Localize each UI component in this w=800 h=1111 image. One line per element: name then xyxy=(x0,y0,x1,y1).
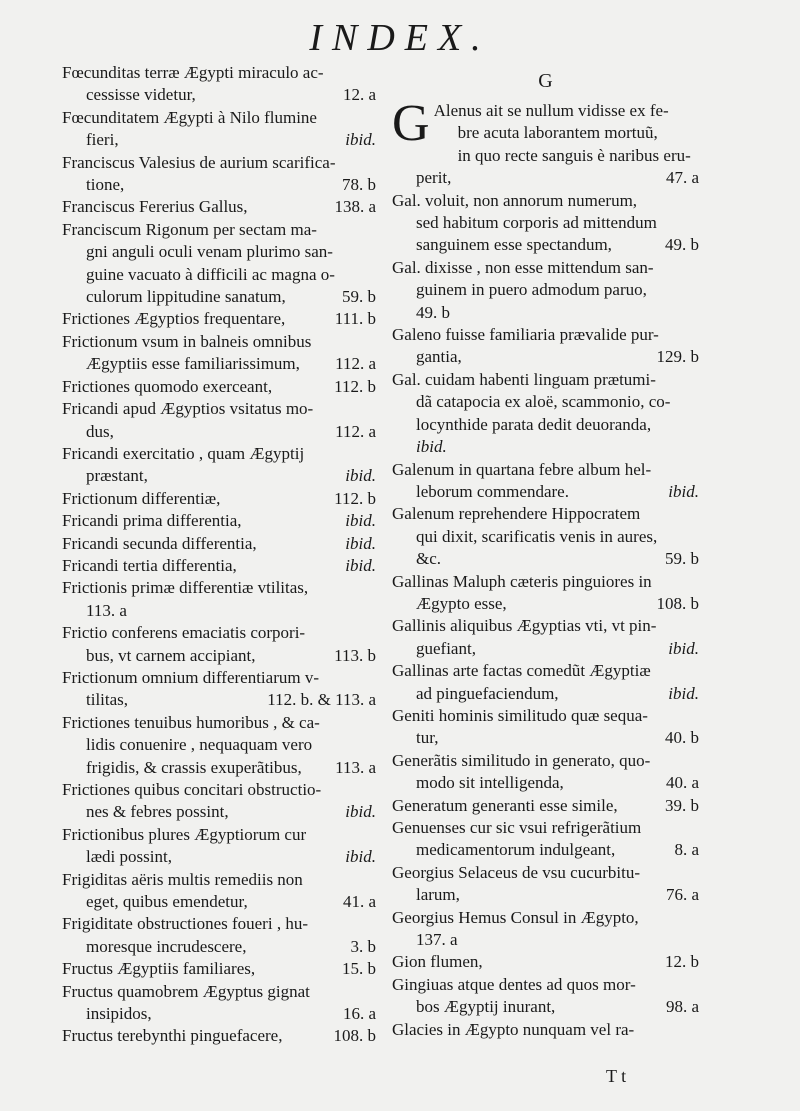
entry-reference: ibid. xyxy=(345,802,376,822)
entry-text: Ægypto esse, xyxy=(416,593,507,613)
entry-text: Galeno fuisse familiaria prævalide pur- xyxy=(392,325,659,345)
entry-text: Ægyptiis esse familiarissimum, xyxy=(86,354,300,374)
entry-text: Gingiuas atque dentes ad quos mor- xyxy=(392,974,636,994)
entry-line xyxy=(434,145,699,167)
entry-reference: 112. a xyxy=(335,421,376,441)
index-entry xyxy=(62,107,376,152)
entry-line xyxy=(392,974,699,996)
entry-line xyxy=(392,795,699,817)
entry-line xyxy=(62,443,376,465)
entry-line xyxy=(392,190,699,212)
entry-text: Fœcunditas terræ Ægypti miraculo ac- xyxy=(62,63,324,82)
entry-line xyxy=(62,353,376,375)
entry-reference: 112. a xyxy=(335,354,376,374)
entry-text: 113. a xyxy=(86,600,127,620)
entry-line xyxy=(434,122,699,144)
entry-text: Galenum in quartana febre album hel- xyxy=(392,459,652,479)
entry-line xyxy=(62,62,376,84)
entry-text: eget, quibus emendetur, xyxy=(86,892,248,912)
entry-text: tur, xyxy=(416,728,439,748)
entry-reference: 12. b xyxy=(665,952,699,972)
entry-reference: 8. a xyxy=(674,840,699,860)
entry-text: gantia, xyxy=(416,347,462,367)
entry-line xyxy=(392,727,699,749)
entry-text: sanguinem esse spectandum, xyxy=(416,235,612,255)
entry-text: præstant, xyxy=(86,466,148,486)
entry-reference: 138. a xyxy=(334,197,376,217)
entry-text: bus, vt carnem accipiant, xyxy=(86,645,256,665)
entry-text: guefiant, xyxy=(416,638,476,658)
entry-line xyxy=(392,302,699,324)
entry-text: Gal. voluit, non annorum numerum, xyxy=(392,190,638,210)
index-entry xyxy=(392,459,699,504)
index-entry xyxy=(392,817,699,862)
entry-text: dã catapocia ex aloë, scammonio, co- xyxy=(416,392,671,412)
entry-text: Frigiditate obstructiones foueri , hu- xyxy=(62,914,308,934)
entry-reference: 40. b xyxy=(665,728,699,748)
entry-text: guinem in puero admodum paruo, xyxy=(416,280,647,300)
entry-text: in quo recte sanguis è naribus eru- xyxy=(457,145,691,165)
entry-reference: 111. b xyxy=(334,309,376,329)
entry-reference: ibid. xyxy=(668,638,699,658)
index-entry xyxy=(62,488,376,510)
drop-cap: G xyxy=(392,95,430,152)
entry-reference: 47. a xyxy=(665,168,699,188)
entry-text: Gal. dixisse , non esse mittendum san- xyxy=(392,257,654,277)
entry-text: Fructus Ægyptiis familiares, xyxy=(62,959,256,979)
entry-text: frigidis, & crassis exuperãtibus, xyxy=(86,757,302,777)
index-entry xyxy=(62,555,376,577)
index-entry xyxy=(62,196,376,218)
entry-text: Galenum reprehendere Hippocratem xyxy=(392,504,641,524)
entry-line xyxy=(62,510,376,532)
index-entry xyxy=(62,869,376,914)
entry-line xyxy=(62,779,376,801)
entry-text: leborum commendare. xyxy=(416,481,569,501)
entry-line xyxy=(62,107,376,129)
entry-line xyxy=(62,757,376,779)
entry-line xyxy=(62,174,376,196)
entry-text: modo sit intelligenda, xyxy=(416,773,564,793)
index-entry xyxy=(62,533,376,555)
entry-line xyxy=(62,913,376,935)
entry-reference: 59. b xyxy=(665,549,699,569)
right-entries xyxy=(392,95,699,1041)
index-entry xyxy=(62,510,376,532)
entry-reference: ibid. xyxy=(345,847,376,867)
entry-text: Georgius Selaceus de vsu cucurbitu- xyxy=(392,862,641,882)
entry-text: Frictiones quomodo exerceant, xyxy=(62,376,273,396)
index-entry xyxy=(62,622,376,667)
page-title: INDEX. xyxy=(309,17,491,59)
entry-text: Genuenses cur sic vsui refrigerãtium xyxy=(392,818,642,837)
entry-line xyxy=(392,234,699,256)
right-column xyxy=(392,62,699,1041)
entry-line xyxy=(62,801,376,823)
index-entry xyxy=(62,308,376,330)
index-entry xyxy=(62,398,376,443)
section-letter: G xyxy=(538,70,553,92)
entry-text: Fœcunditatem Ægypti à Nilo flumine xyxy=(62,107,317,127)
index-entry xyxy=(392,862,699,907)
entry-reference: 76. a xyxy=(665,885,699,905)
entry-text: Gallinis aliquibus Ægyptias vti, vt pin- xyxy=(392,616,657,636)
entry-text: Frictiones quibus concitari obstructio- xyxy=(62,780,322,799)
entry-line xyxy=(62,129,376,151)
entry-text: larum, xyxy=(416,885,460,905)
entry-reference: 129. b xyxy=(656,347,699,367)
entry-reference: 112. b. & 113. a xyxy=(267,690,376,710)
entry-text: Frigiditas aëris multis remediis non xyxy=(62,869,303,889)
index-entry xyxy=(62,219,376,309)
index-entry xyxy=(62,577,376,622)
catchword: T t xyxy=(606,1066,627,1086)
index-entry xyxy=(392,95,699,190)
index-entry xyxy=(392,369,699,459)
entry-line xyxy=(62,286,376,308)
entry-line xyxy=(392,996,699,1018)
entry-line xyxy=(62,645,376,667)
entry-line xyxy=(62,734,376,756)
entry-text: Fricandi apud Ægyptios vsitatus mo- xyxy=(62,399,314,419)
entry-text: Franciscus Fererius Gallus, xyxy=(62,197,248,217)
entry-line xyxy=(392,615,699,637)
entry-line xyxy=(392,705,699,727)
entry-line xyxy=(392,817,699,839)
entry-line xyxy=(392,526,699,548)
entry-text: 137. a xyxy=(416,930,458,950)
index-entry xyxy=(392,705,699,750)
entry-text: ad pinguefaciendum, xyxy=(416,683,559,703)
index-entry xyxy=(392,907,699,952)
entry-text: Gallinas arte factas comedũt Ægyptiæ xyxy=(392,661,651,681)
entry-text: Frictionum vsum in balneis omnibus xyxy=(62,331,312,351)
index-entry xyxy=(62,779,376,824)
entry-reference: 59. b xyxy=(342,287,376,307)
entry-text: insipidos, xyxy=(86,1004,152,1024)
index-entry xyxy=(62,443,376,488)
entry-line xyxy=(62,981,376,1003)
entry-line xyxy=(392,638,699,660)
index-entry xyxy=(62,981,376,1026)
entry-reference: 41. a xyxy=(342,892,376,912)
entry-text: moresque incrudescere, xyxy=(86,936,247,956)
entry-line xyxy=(62,398,376,420)
entry-text: ibid. xyxy=(416,437,447,457)
entry-line xyxy=(62,84,376,106)
index-entry xyxy=(392,750,699,795)
index-entry xyxy=(62,667,376,712)
entry-line xyxy=(392,750,699,772)
entry-reference: ibid. xyxy=(668,683,699,703)
entry-reference: 40. a xyxy=(665,773,699,793)
entry-text: Fructus quamobrem Ægyptus gignat xyxy=(62,981,310,1001)
entry-line xyxy=(392,593,699,615)
entry-line xyxy=(62,577,376,599)
entry-line xyxy=(62,667,376,689)
entry-text: Fricandi secunda differentia, xyxy=(62,533,257,553)
entry-line xyxy=(392,167,699,189)
entry-text: guine vacuato à difficili ac magna o- xyxy=(86,264,335,284)
entry-line xyxy=(392,1019,699,1041)
entry-line xyxy=(62,241,376,263)
entry-line xyxy=(62,308,376,330)
entry-text: perit, xyxy=(416,168,452,188)
entry-text: sed habitum corporis ad mittendum xyxy=(416,213,657,233)
index-entry xyxy=(62,824,376,869)
entry-text: tilitas, xyxy=(86,690,129,710)
entry-line xyxy=(392,257,699,279)
index-entry xyxy=(392,951,699,973)
entry-reference: ibid. xyxy=(345,130,376,150)
entry-reference: 49. b xyxy=(665,235,699,255)
entry-reference: 3. b xyxy=(350,936,376,956)
entry-line xyxy=(62,891,376,913)
index-entry xyxy=(62,712,376,779)
entry-text: Frictionum omnium differentiarum v- xyxy=(62,667,320,687)
entry-reference: ibid. xyxy=(345,533,376,553)
entry-text: bre acuta laborantem mortuũ, xyxy=(457,123,658,143)
index-entry xyxy=(392,974,699,1019)
entry-reference: 108. b xyxy=(656,593,699,613)
index-entry xyxy=(392,615,699,660)
entry-line xyxy=(62,376,376,398)
entry-text: qui dixit, scarificatis venis in aures, xyxy=(416,526,658,546)
entry-line xyxy=(392,436,699,458)
entry-line xyxy=(62,689,376,711)
entry-line xyxy=(392,571,699,593)
entry-line xyxy=(392,503,699,525)
entry-line xyxy=(392,548,699,570)
entry-line xyxy=(62,219,376,241)
entry-text: Frictionis primæ differentiæ vtilitas, xyxy=(62,578,309,598)
index-entry xyxy=(392,257,699,324)
entry-text: culorum lippitudine sanatum, xyxy=(86,287,286,307)
entry-line xyxy=(62,958,376,980)
entry-text: Glacies in Ægypto nunquam vel ra- xyxy=(392,1019,635,1039)
entry-text: locynthide parata dedit deuoranda, xyxy=(416,414,652,434)
index-entry xyxy=(392,503,699,570)
entry-text: Gal. cuidam habenti linguam prætumi- xyxy=(392,369,656,389)
entry-text: dus, xyxy=(86,421,114,441)
entry-line xyxy=(62,264,376,286)
entry-text: bos Ægyptij inurant, xyxy=(416,997,556,1017)
entry-reference: 98. a xyxy=(665,997,699,1017)
entry-line xyxy=(392,929,699,951)
entry-line xyxy=(434,100,699,122)
entry-line xyxy=(392,772,699,794)
entry-text: Gion flumen, xyxy=(392,952,483,972)
entry-text: &c. xyxy=(416,549,442,569)
entry-text: fieri, xyxy=(86,130,119,150)
entry-line xyxy=(62,1003,376,1025)
entry-text: Alenus ait se nullum vidisse ex fe- xyxy=(433,101,669,120)
entry-text: Frictiones tenuibus humoribus , & ca- xyxy=(62,712,320,732)
entry-reference: 39. b xyxy=(665,795,699,815)
entry-line xyxy=(62,331,376,353)
entry-reference: 113. a xyxy=(335,757,376,777)
index-entry xyxy=(62,913,376,958)
entry-reference: ibid. xyxy=(345,466,376,486)
entry-text: Generatum generanti esse simile, xyxy=(392,795,618,815)
entry-line xyxy=(392,414,699,436)
entry-line xyxy=(62,152,376,174)
entry-line xyxy=(62,622,376,644)
entry-text: Frictio conferens emaciatis corpori- xyxy=(62,623,306,643)
entry-reference: 12. a xyxy=(342,85,376,105)
entry-reference: 78. b xyxy=(342,175,376,195)
index-entry xyxy=(392,571,699,616)
entry-reference: 112. b xyxy=(334,376,376,396)
entry-reference: 113. b xyxy=(334,645,376,665)
entry-line xyxy=(392,369,699,391)
entry-line xyxy=(392,212,699,234)
entry-line xyxy=(392,884,699,906)
entry-text: Fricandi prima differentia, xyxy=(62,511,242,531)
index-entry xyxy=(62,958,376,980)
entry-line xyxy=(62,1025,376,1047)
entry-reference: 112. b xyxy=(334,488,376,508)
entry-line xyxy=(62,936,376,958)
entry-line xyxy=(392,951,699,973)
index-entry xyxy=(62,331,376,376)
entry-text: Geniti hominis similitudo quæ sequa- xyxy=(392,705,648,725)
entry-line xyxy=(62,555,376,577)
entry-line xyxy=(62,488,376,510)
entry-text: Gallinas Maluph cæteris pinguiores in xyxy=(392,571,652,591)
entry-text: lidis conuenire , nequaquam vero xyxy=(86,735,313,755)
entry-line xyxy=(62,421,376,443)
entry-line xyxy=(62,846,376,868)
entry-text: Frictionibus plures Ægyptiorum cur xyxy=(62,824,307,844)
entry-text: medicamentorum indulgeant, xyxy=(416,840,616,860)
entry-reference: ibid. xyxy=(668,481,699,501)
entry-line xyxy=(62,196,376,218)
entry-text: lædi possint, xyxy=(86,847,172,867)
entry-line xyxy=(62,869,376,891)
entry-reference: 108. b xyxy=(333,1026,376,1046)
entry-line xyxy=(392,391,699,413)
entry-line xyxy=(392,660,699,682)
index-entry xyxy=(392,324,699,369)
entry-line xyxy=(392,862,699,884)
entry-line xyxy=(392,481,699,503)
entry-text: nes & febres possint, xyxy=(86,802,229,822)
entry-text: gni anguli oculi venam plurimo san- xyxy=(86,242,333,262)
index-entry xyxy=(392,795,699,817)
entry-reference: ibid. xyxy=(345,511,376,531)
entry-text: Frictiones Ægyptios frequentare, xyxy=(62,309,286,329)
entry-text: Georgius Hemus Consul in Ægypto, xyxy=(392,907,639,927)
index-entry xyxy=(392,660,699,705)
entry-reference: ibid. xyxy=(345,555,376,575)
entry-text: Fricandi exercitatio , quam Ægyptij xyxy=(62,443,305,463)
entry-reference: 16. a xyxy=(342,1004,376,1024)
entry-text: tione, xyxy=(86,175,125,195)
entry-text: Fructus terebynthi pinguefacere, xyxy=(62,1026,283,1046)
entry-line xyxy=(392,279,699,301)
entry-text: cessisse videtur, xyxy=(86,85,196,105)
index-entry xyxy=(392,190,699,257)
left-column xyxy=(62,62,376,1048)
entry-line xyxy=(62,712,376,734)
index-entry xyxy=(62,376,376,398)
entry-reference: 15. b xyxy=(342,959,376,979)
entry-line xyxy=(392,324,699,346)
entry-text: 49. b xyxy=(416,302,450,322)
entry-line xyxy=(62,533,376,555)
index-entry xyxy=(62,62,376,107)
index-entry xyxy=(62,1025,376,1047)
entry-line xyxy=(392,459,699,481)
entry-line xyxy=(62,600,376,622)
entry-line xyxy=(62,465,376,487)
entry-line xyxy=(62,824,376,846)
entry-text: Franciscus Valesius de aurium scarifica- xyxy=(62,152,336,172)
entry-text: Frictionum differentiæ, xyxy=(62,488,221,508)
entry-text: Fricandi tertia differentia, xyxy=(62,555,237,575)
entry-line xyxy=(392,839,699,861)
entry-line xyxy=(392,683,699,705)
entry-text: Franciscum Rigonum per sectam ma- xyxy=(62,219,317,239)
index-entry xyxy=(62,152,376,197)
entry-line xyxy=(392,907,699,929)
entry-line xyxy=(392,346,699,368)
index-entry xyxy=(392,1019,699,1041)
entry-text: Generãtis similitudo in generato, quo- xyxy=(392,750,651,770)
